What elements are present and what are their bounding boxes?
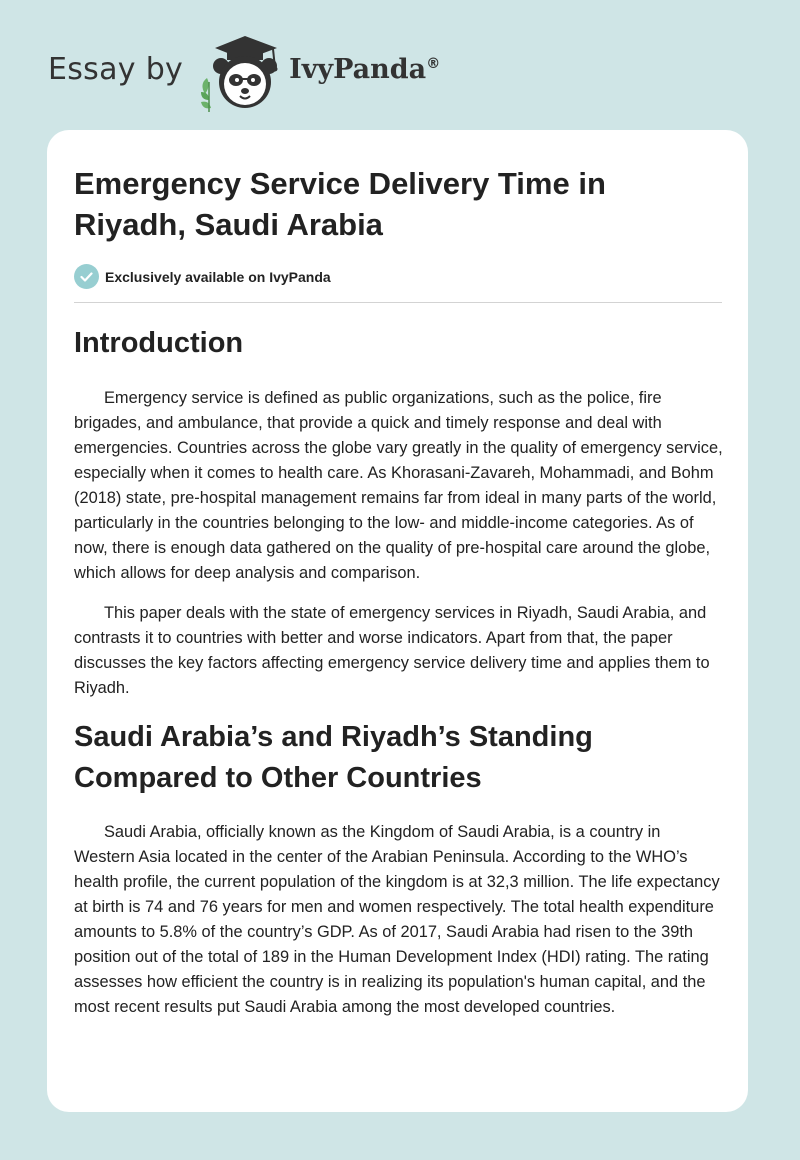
- paragraph: Emergency service is defined as public organizations, such as the police, fire brigades, and ambulance, that provide a quick and timely response and deal with emergencies. Countries across the globe vary greatly in the quality of emergency service, especially when it comes to health care. As Khorasani-Zavareh, Mohammadi, and Bohm (2018) state, pre-hospital management remains far from ideal in many parts of the world, particularly in the countries belonging to the low- and middle-income categories. As of now, there is enough data gathered on the quality of pre-hospital care around the globe, which allows for deep analysis and comparison.: [74, 389, 723, 582]
- section-heading-standing: Saudi Arabia’s and Riyadh’s Standing Compared to Other Countries: [74, 721, 593, 794]
- panda-graduate-icon: [197, 34, 283, 114]
- check-icon: [74, 264, 99, 289]
- essay-card: [47, 130, 748, 1112]
- registered-mark: ®: [426, 55, 441, 72]
- title-divider: [74, 302, 722, 303]
- brand-logo[interactable]: [48, 34, 440, 114]
- page-title: Emergency Service Delivery Time in Riyadh, Saudi Arabia: [74, 166, 606, 242]
- exclusive-badge: [74, 264, 331, 289]
- section-heading-introduction: Introduction: [74, 327, 244, 359]
- brand-name: IvyPanda®: [289, 53, 441, 85]
- exclusive-label: Exclusively available on IvyPanda: [105, 268, 331, 285]
- paragraph: This paper deals with the state of emergency services in Riyadh, Saudi Arabia, and contrasts it to countries with better and worse indicators. Apart from that, the paper discusses the key factors affecting emergency service delivery time and applies them to Riyadh.: [74, 604, 710, 697]
- brand-prefix: Essay by: [48, 51, 184, 87]
- paragraph: Saudi Arabia, officially known as the Kingdom of Saudi Arabia, is a country in Western Asia located in the center of the Arabian Peninsula. According to the WHO’s health profile, the current population of the kingdom is at 32,3 million. The life expectancy at birth is 74 and 76 years for men and women respectively. The total health expenditure amounts to 5.8% of the country’s GDP. As of 2017, Saudi Arabia had risen to the 39th position out of the total of 189 in the Human Development Index (HDI) rating. The rating assesses how efficient the country is in realizing its population's human capital, and the most recent results put Saudi Arabia among the most developed countries.: [74, 823, 720, 1016]
